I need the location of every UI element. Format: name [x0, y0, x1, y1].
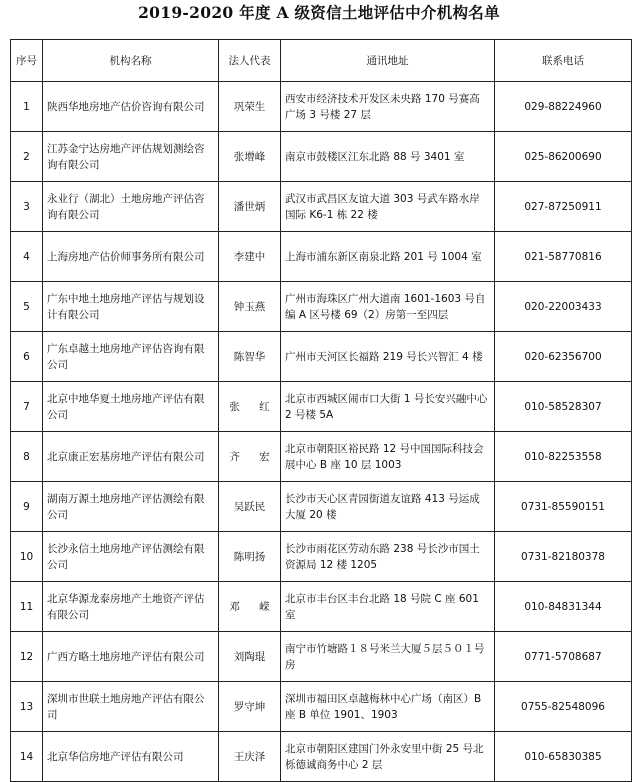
cell-agency-name: 上海房地产估价师事务所有限公司 — [43, 232, 219, 282]
cell-serial-number: 12 — [11, 632, 43, 682]
cell-agency-name: 广东中地土地房地产评估与规划设计有限公司 — [43, 282, 219, 332]
cell-agency-name: 永业行（湖北）土地房地产评估咨询有限公司 — [43, 182, 219, 232]
table-row — [11, 332, 632, 382]
cell-agency-name: 长沙永信土地房地产评估测绘有限公司 — [43, 532, 219, 582]
cell-serial-number: 5 — [11, 282, 43, 332]
cell-agency-name: 北京康正宏基房地产评估有限公司 — [43, 432, 219, 482]
cell-mailing-address: 南宁市竹塘路１８号米兰大厦５层５０１号房 — [281, 632, 495, 682]
cell-serial-number: 8 — [11, 432, 43, 482]
cell-legal-representative — [219, 582, 281, 632]
table-row — [11, 482, 632, 532]
cell-serial-number: 7 — [11, 382, 43, 432]
cell-mailing-address: 北京市丰台区丰台北路 18 号院 C 座 601 室 — [281, 582, 495, 632]
legal-representative-name: 张 红 — [229, 400, 278, 413]
cell-legal-representative — [219, 432, 281, 482]
cell-legal-representative: 陈智华 — [219, 332, 281, 382]
cell-mailing-address: 南京市鼓楼区江东北路 88 号 3401 室 — [281, 132, 495, 182]
cell-legal-representative: 李建中 — [219, 232, 281, 282]
table-row — [11, 82, 632, 132]
cell-mailing-address: 长沙市雨花区劳动东路 238 号长沙市国土资源局 12 楼 1205 — [281, 532, 495, 582]
header-agency-name: 机构名称 — [43, 40, 219, 82]
cell-mailing-address: 长沙市天心区青园街道友谊路 413 号运成大厦 20 楼 — [281, 482, 495, 532]
document-title: 2019-2020 年度 A 级资信土地评估中介机构名单 — [138, 3, 500, 22]
header-serial-number: 序号 — [11, 40, 43, 82]
cell-contact-phone: 0755-82548096 — [495, 682, 632, 732]
agency-list-table — [10, 39, 632, 782]
header-legal-representative: 法人代表 — [219, 40, 281, 82]
cell-contact-phone: 020-62356700 — [495, 332, 632, 382]
cell-mailing-address: 西安市经济技术开发区未央路 170 号赛高广场 3 号楼 27 层 — [281, 82, 495, 132]
cell-serial-number: 11 — [11, 582, 43, 632]
table-row — [11, 382, 632, 432]
cell-contact-phone: 020-22003433 — [495, 282, 632, 332]
cell-legal-representative: 吴跃民 — [219, 482, 281, 532]
table-row — [11, 132, 632, 182]
cell-contact-phone: 027-87250911 — [495, 182, 632, 232]
cell-serial-number: 3 — [11, 182, 43, 232]
cell-agency-name: 北京华信房地产评估有限公司 — [43, 732, 219, 782]
cell-mailing-address: 广州市海珠区广州大道南 1601-1603 号自编 A 区号楼 69（2）房第一至四层 — [281, 282, 495, 332]
cell-legal-representative: 刘陶琨 — [219, 632, 281, 682]
cell-legal-representative: 张增峰 — [219, 132, 281, 182]
cell-mailing-address: 上海市浦东新区南泉北路 201 号 1004 室 — [281, 232, 495, 282]
cell-legal-representative: 钟玉燕 — [219, 282, 281, 332]
cell-agency-name: 北京华源龙泰房地产土地资产评估有限公司 — [43, 582, 219, 632]
cell-agency-name: 陕西华地房地产估价咨询有限公司 — [43, 82, 219, 132]
cell-legal-representative: 陈明扬 — [219, 532, 281, 582]
cell-contact-phone: 025-86200690 — [495, 132, 632, 182]
table-header-row — [11, 40, 632, 82]
header-contact-phone: 联系电话 — [495, 40, 632, 82]
cell-legal-representative: 巩荣生 — [219, 82, 281, 132]
table-row — [11, 582, 632, 632]
cell-agency-name: 北京中地华夏土地房地产评估有限公司 — [43, 382, 219, 432]
cell-serial-number: 9 — [11, 482, 43, 532]
table-row — [11, 732, 632, 782]
cell-contact-phone: 010-65830385 — [495, 732, 632, 782]
cell-mailing-address: 广州市天河区长福路 219 号长兴智汇 4 楼 — [281, 332, 495, 382]
cell-legal-representative: 罗守坤 — [219, 682, 281, 732]
table-row — [11, 532, 632, 582]
cell-agency-name: 广西方略土地房地产评估有限公司 — [43, 632, 219, 682]
cell-agency-name: 深圳市世联土地房地产评估有限公司 — [43, 682, 219, 732]
cell-contact-phone: 021-58770816 — [495, 232, 632, 282]
legal-representative-name: 邓 嵘 — [229, 600, 278, 613]
cell-legal-representative: 王庆泽 — [219, 732, 281, 782]
table-row — [11, 182, 632, 232]
cell-mailing-address: 北京市西城区闹市口大街 1 号长安兴融中心 2 号楼 5A — [281, 382, 495, 432]
cell-mailing-address: 武汉市武昌区友谊大道 303 号武车路水岸国际 K6-1 栋 22 楼 — [281, 182, 495, 232]
cell-contact-phone: 010-84831344 — [495, 582, 632, 632]
cell-serial-number: 14 — [11, 732, 43, 782]
table-row — [11, 232, 632, 282]
table-row — [11, 682, 632, 732]
cell-mailing-address: 北京市朝阳区裕民路 12 号中国国际科技会展中心 B 座 10 层 1003 — [281, 432, 495, 482]
cell-contact-phone: 0771-5708687 — [495, 632, 632, 682]
cell-contact-phone: 010-58528307 — [495, 382, 632, 432]
cell-serial-number: 1 — [11, 82, 43, 132]
cell-mailing-address: 深圳市福田区卓越梅林中心广场（南区）B 座 B 单位 1901、1903 — [281, 682, 495, 732]
cell-serial-number: 10 — [11, 532, 43, 582]
cell-legal-representative — [219, 382, 281, 432]
cell-mailing-address: 北京市朝阳区建国门外永安里中街 25 号北栎德诚商务中心 2 层 — [281, 732, 495, 782]
cell-agency-name: 江苏金宁达房地产评估规划测绘咨询有限公司 — [43, 132, 219, 182]
table-row — [11, 282, 632, 332]
cell-legal-representative: 潘世炳 — [219, 182, 281, 232]
cell-agency-name: 广东卓越土地房地产评估咨询有限公司 — [43, 332, 219, 382]
cell-agency-name: 湖南万源土地房地产评估测绘有限公司 — [43, 482, 219, 532]
cell-serial-number: 13 — [11, 682, 43, 732]
cell-contact-phone: 010-82253558 — [495, 432, 632, 482]
table-row — [11, 632, 632, 682]
legal-representative-name: 齐 宏 — [229, 450, 278, 463]
cell-serial-number: 2 — [11, 132, 43, 182]
cell-contact-phone: 029-88224960 — [495, 82, 632, 132]
cell-serial-number: 4 — [11, 232, 43, 282]
cell-contact-phone: 0731-82180378 — [495, 532, 632, 582]
cell-contact-phone: 0731-85590151 — [495, 482, 632, 532]
table-row — [11, 432, 632, 482]
header-mailing-address: 通讯地址 — [281, 40, 495, 82]
cell-serial-number: 6 — [11, 332, 43, 382]
